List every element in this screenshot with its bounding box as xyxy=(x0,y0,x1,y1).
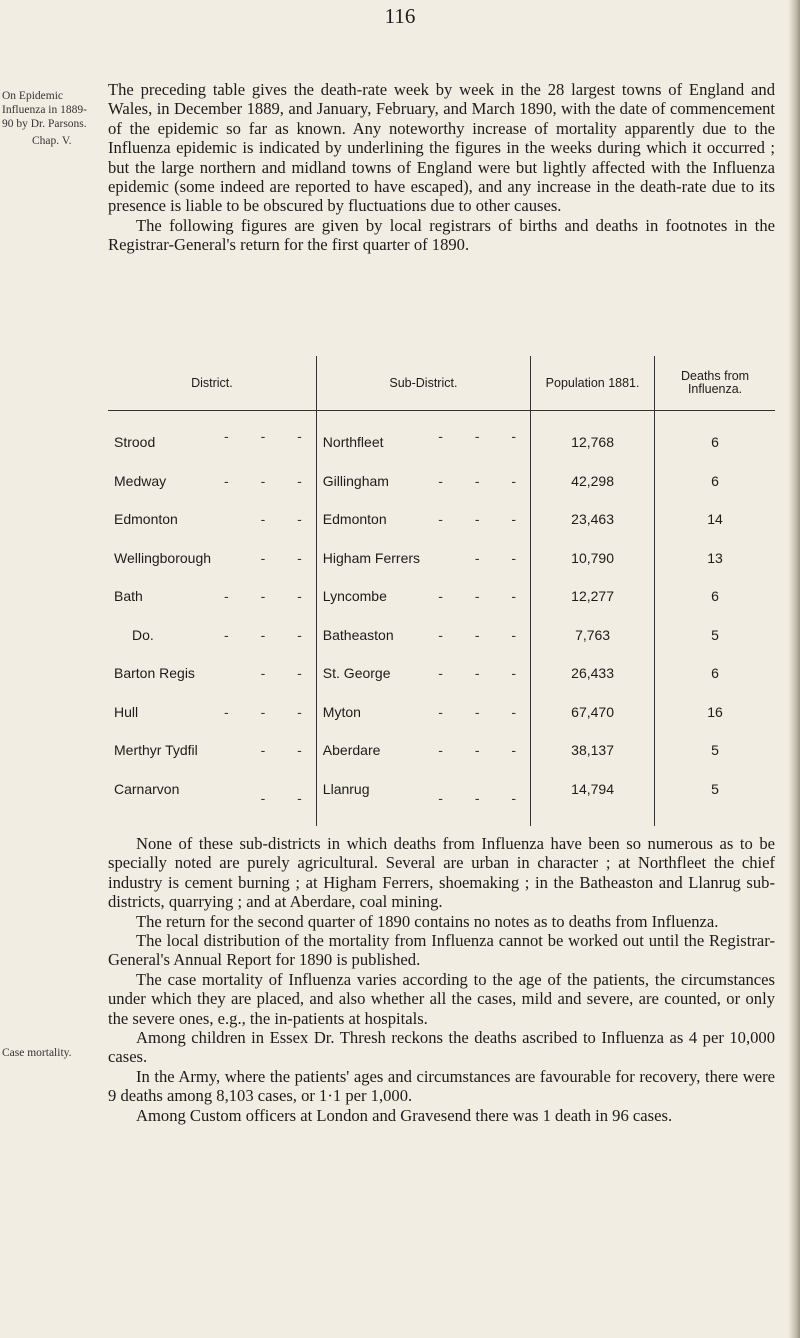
cell-population: 7,763 xyxy=(531,615,655,653)
cell-subdistrict: Edmonton xyxy=(322,511,387,528)
leader-dashes: - - - xyxy=(438,511,531,528)
leader-dashes: - - - xyxy=(224,588,316,605)
cell-district: Do. xyxy=(132,626,154,643)
table-header-row xyxy=(108,356,775,411)
table-row xyxy=(108,731,775,769)
cell-district: Merthyr Tydfil xyxy=(114,742,198,758)
cell-district: Bath xyxy=(114,588,143,605)
header-deaths: Deaths from Influenza. xyxy=(655,356,775,411)
leader-dashes: - - xyxy=(260,511,316,528)
cell-population: 14,794 xyxy=(531,769,655,826)
cell-deaths: 5 xyxy=(655,769,775,826)
margin-note-title: On Epidemic Influenza in 1889-90 by Dr. Parsons. xyxy=(2,90,87,130)
leader-dashes: - - - xyxy=(224,428,316,445)
cell-subdistrict: Higham Ferrers xyxy=(322,549,421,566)
body-text xyxy=(108,834,775,1125)
cell-deaths: 5 xyxy=(655,731,775,769)
cell-deaths: 5 xyxy=(655,615,775,653)
cell-district: Hull xyxy=(114,703,139,720)
cell-population: 10,790 xyxy=(531,539,655,577)
leader-dashes: - - - xyxy=(438,472,531,489)
header-district: District. xyxy=(108,356,316,411)
cell-deaths: 16 xyxy=(655,692,775,730)
table-row xyxy=(108,615,775,653)
cell-deaths: 6 xyxy=(655,654,775,692)
leader-dashes: - - xyxy=(260,789,316,806)
cell-population: 23,463 xyxy=(531,500,655,538)
leader-dashes: - - - xyxy=(438,703,531,720)
cell-district: Barton Regis xyxy=(114,665,195,682)
cell-district: Medway xyxy=(114,472,167,489)
margin-note-chapter: Chap. V. xyxy=(32,135,72,147)
paragraph: The case mortality of Influenza varies according to the age of the patients, the circumstances under which they are placed, and also whether all the cases, mild and severe, are counted, or only the severe ones, e.g., the in-patients at hospitals. xyxy=(108,969,775,1028)
cell-population: 26,433 xyxy=(531,654,655,692)
cell-population: 67,470 xyxy=(531,692,655,730)
cell-subdistrict: Aberdare xyxy=(322,742,381,758)
leader-dashes: - - - xyxy=(438,665,531,682)
paragraph: In the Army, where the patients' ages and circumstances are favourable for recovery, there were 9 deaths among 8,103 cases, or 1·1 per 1,000. xyxy=(108,1066,775,1106)
paragraph: The return for the second quarter of 1890 contains no notes as to deaths from Influenza. xyxy=(136,911,719,931)
cell-population: 12,768 xyxy=(531,411,655,462)
paragraph: None of these sub-districts in which deaths from Influenza have been so numerous as to be specially noted are purely agricultural. Several are urban in character ; at Northfleet the chief industry is cement burning ; at Higham Ferrers, shoemaking ; in the Batheaston and Llanrug sub-districts, quarrying ; and at Aberdare, coal mining. xyxy=(108,834,775,912)
leader-dashes: - - - xyxy=(224,703,316,720)
paragraph: Among Custom officers at London and Gravesend there was 1 death in 96 cases. xyxy=(136,1105,673,1125)
cell-subdistrict: Gillingham xyxy=(322,472,389,489)
paragraph: Among children in Essex Dr. Thresh reckons the deaths ascribed to Influenza as 4 per 10,000 cases. xyxy=(108,1028,775,1067)
cell-population: 42,298 xyxy=(531,462,655,500)
page-edge-shadow xyxy=(788,0,800,1338)
leader-dashes: - - - xyxy=(438,742,531,758)
cell-subdistrict: Batheaston xyxy=(322,626,394,643)
table-row xyxy=(108,500,775,538)
cell-district: Carnarvon xyxy=(114,780,180,797)
cell-deaths: 6 xyxy=(655,411,775,462)
page-number: 116 xyxy=(384,4,416,28)
cell-deaths: 6 xyxy=(655,577,775,615)
cell-subdistrict: St. George xyxy=(322,665,391,682)
paragraph: The following figures are given by local registrars of births and deaths in footnotes in the Registrar-General's return for the first quarter of 1890. xyxy=(108,215,775,255)
cell-district: Strood xyxy=(114,434,156,451)
table-row xyxy=(108,692,775,730)
cell-subdistrict: Myton xyxy=(322,703,361,720)
cell-district: Wellingborough xyxy=(114,549,212,566)
leader-dashes: - - xyxy=(474,549,531,566)
cell-deaths: 14 xyxy=(655,500,775,538)
cell-subdistrict: Lyncombe xyxy=(322,588,387,605)
cell-population: 12,277 xyxy=(531,577,655,615)
leader-dashes: - - - xyxy=(438,789,531,806)
leader-dashes: - - - xyxy=(224,626,316,643)
intro-text xyxy=(108,80,775,255)
table-row xyxy=(108,539,775,577)
leader-dashes: - - - xyxy=(438,588,531,605)
margin-note-case-mortality: Case mortality. xyxy=(2,1047,72,1059)
table-row xyxy=(108,577,775,615)
leader-dashes: - - - xyxy=(224,472,316,489)
table-row xyxy=(108,462,775,500)
table-row xyxy=(108,411,775,462)
cell-subdistrict: Northfleet xyxy=(322,434,384,451)
table-row xyxy=(108,769,775,826)
cell-deaths: 13 xyxy=(655,539,775,577)
cell-deaths: 6 xyxy=(655,462,775,500)
leader-dashes: - - xyxy=(260,742,316,758)
leader-dashes: - - - xyxy=(438,626,531,643)
leader-dashes: - - xyxy=(260,665,316,682)
leader-dashes: - - xyxy=(260,549,316,566)
paragraph: The preceding table gives the death-rate week by week in the 28 largest towns of England and Wales, in December 1889, and January, February, and March 1890, with the date of commencement of the epidemic so far as known. Any noteworthy increase of mortality apparently due to the Influenza epidemic is indicated by underlining the figures in the weeks during which it occurred ; but the large northern and midland towns of England were but lightly affected with the Influenza epidemic (some indeed are reported to have escaped), and any increase in the death-rate due to its presence is liable to be obscured by fluctuations due to other causes. xyxy=(108,80,775,216)
margin-note-topic xyxy=(2,89,98,148)
leader-dashes: - - - xyxy=(438,428,531,445)
table-row xyxy=(108,654,775,692)
header-population: Population 1881. xyxy=(531,356,655,411)
header-subdistrict: Sub-District. xyxy=(316,356,530,411)
cell-subdistrict: Llanrug xyxy=(322,780,370,797)
cell-district: Edmonton xyxy=(114,511,178,528)
influenza-deaths-table xyxy=(108,356,775,826)
cell-population: 38,137 xyxy=(531,731,655,769)
paragraph: The local distribution of the mortality from Influenza cannot be worked out until the Registrar-General's Annual Report for 1890 is published. xyxy=(108,931,775,970)
